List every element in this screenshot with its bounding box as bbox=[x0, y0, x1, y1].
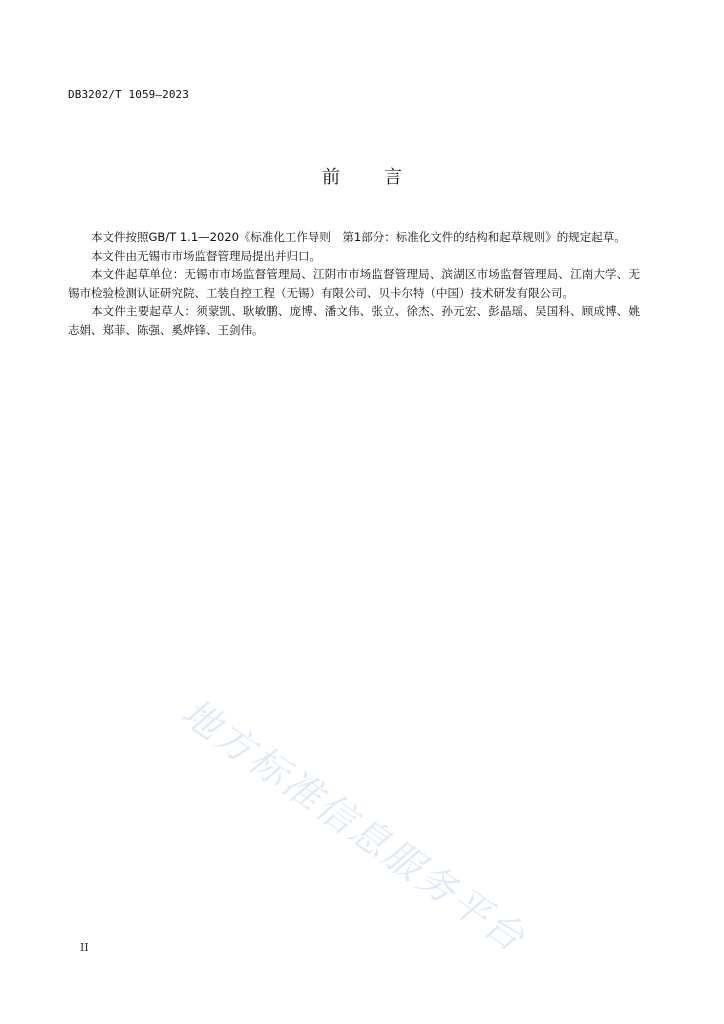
document-code: DB3202/T 1059—2023 bbox=[68, 88, 190, 101]
foreword-body bbox=[68, 228, 640, 339]
paragraph-proposer: 本文件由无锡市市场监督管理局提出并归口。 bbox=[91, 248, 321, 263]
paragraph-drafters: 本文件主要起草人：须蒙凯、耿敏鹏、庞博、潘文伟、张立、徐杰、孙元宏、彭晶瑶、吴国科、顾成博、姚志娟、郑菲、陈强、奚烨锋、王剑伟。 bbox=[68, 304, 640, 337]
watermark-text: 地方标准信息服务平台 bbox=[173, 689, 535, 962]
page-number: II bbox=[80, 941, 89, 954]
paragraph-drafting-rules: 本文件按照GB/T 1.1—2020《标准化工作导则 第1部分：标准化文件的结构和起草规则》的规定起草。 bbox=[91, 230, 626, 244]
paragraph-drafting-units: 本文件起草单位：无锡市市场监督管理局、江阴市市场监督管理局、滨湖区市场监督管理局、江南大学、无锡市检验检测认证研究院、工装自控工程（无锡）有限公司、贝卡尔特（中国）技术研发有限公司。 bbox=[68, 267, 640, 300]
page-title: 前言 bbox=[322, 167, 446, 188]
